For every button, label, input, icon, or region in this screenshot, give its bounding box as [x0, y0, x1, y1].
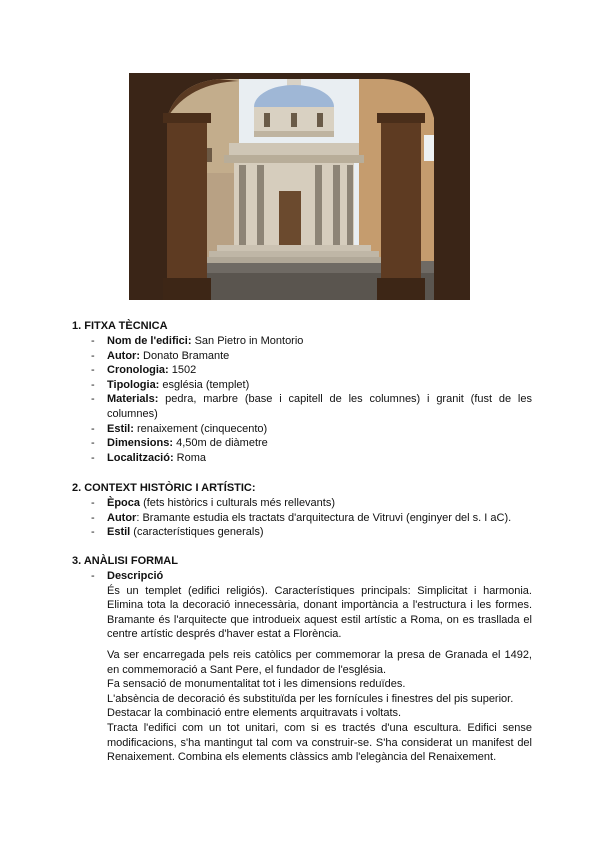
list-item — [72, 436, 532, 451]
list-item — [72, 511, 532, 526]
item-value: San Pietro in Montorio — [191, 335, 304, 347]
list-item — [72, 451, 532, 466]
description-paragraph: Fa sensació de monumentalitat tot i les dimensions reduïdes. — [107, 678, 406, 691]
item-value: Donato Bramante — [140, 349, 230, 362]
item-key: Localització: — [107, 451, 174, 464]
item-key: Autor — [107, 511, 137, 524]
item-key: Estil: — [107, 422, 134, 435]
context-list — [72, 496, 532, 540]
item-value: : Bramante estudia els tractats d'arquitectura de Vitruvi (enginyer del s. I aC). — [136, 511, 512, 524]
description-paragraph: Tracta l'edifici com un tot unitari, com si es tractés d'una escultura. Edifici sense modificacions, s'ha mantingut tal com va construir-se. S'ha considerat un manifest del Renaixement. Combina els elements clàssics amb l'elegància del Renaixement. — [107, 721, 532, 764]
list-item — [72, 334, 532, 349]
list-item — [72, 392, 532, 421]
item-key: Estil — [107, 526, 131, 539]
list-item — [72, 496, 532, 511]
section-title: 3. ANÀLISI FORMAL — [72, 555, 178, 567]
list-item — [72, 525, 532, 540]
item-value: església (templet) — [159, 378, 250, 391]
item-value: (característiques generals) — [130, 526, 264, 539]
item-key: Època — [107, 497, 141, 509]
analisi-list — [72, 569, 532, 584]
fitxa-list — [72, 334, 532, 465]
item-value: 1502 — [168, 364, 197, 377]
section-title: 1. FITXA TÈCNICA — [72, 320, 168, 332]
tempietto-illustration — [129, 73, 470, 300]
item-value: pedra, marbre (base i capitell de les columnes) i granit (fust de les columnes) — [107, 393, 532, 420]
description-paragraph: És un templet (edifici religiós). Característiques principals: Simplicitat i harmonia. Elimina tota la decoració innecessària, donant importància a l'estructura i les formes. Bramante és l'arquitecte que introdueix aquest estil artístic a Roma, on es trasllada el centre artístic després d'haver estat a Florència. — [107, 584, 532, 641]
list-item — [72, 569, 532, 584]
item-value: Roma — [173, 451, 207, 464]
list-item — [72, 378, 532, 393]
section-context — [72, 481, 532, 540]
item-key: Materials: — [107, 393, 159, 406]
description-paragraph: Destacar la combinació entre elements arquitravats i voltats. — [107, 707, 402, 720]
item-key: Descripció — [107, 570, 164, 582]
item-key: Tipologia: — [107, 378, 160, 391]
item-key: Cronologia: — [107, 364, 169, 377]
item-value: 4,50m de diàmetre — [173, 437, 268, 450]
item-key: Nom de l'edifici: — [107, 335, 192, 347]
list-item — [72, 349, 532, 364]
item-value: renaixement (cinquecento) — [133, 422, 268, 435]
section-analisi-formal — [72, 554, 532, 765]
item-key: Dimensions: — [107, 437, 174, 450]
description-paragraph: L'absència de decoració és substituïda per les fornícules i finestres del pis superior. — [107, 692, 514, 705]
item-key: Autor: — [107, 349, 140, 362]
tempietto-photo — [129, 73, 470, 300]
item-value: (fets històrics i culturals més rellevants) — [140, 497, 336, 509]
section-title: 2. CONTEXT HISTÒRIC I ARTÍSTIC: — [72, 482, 256, 494]
description-paragraph: Va ser encarregada pels reis catòlics per commemorar la presa de Granada el 1492, en commemoració a Sant Pere, el fundador de l'església. — [107, 648, 532, 676]
list-item — [72, 422, 532, 437]
list-item — [72, 363, 532, 378]
section-fitxa-tecnica — [72, 319, 532, 465]
